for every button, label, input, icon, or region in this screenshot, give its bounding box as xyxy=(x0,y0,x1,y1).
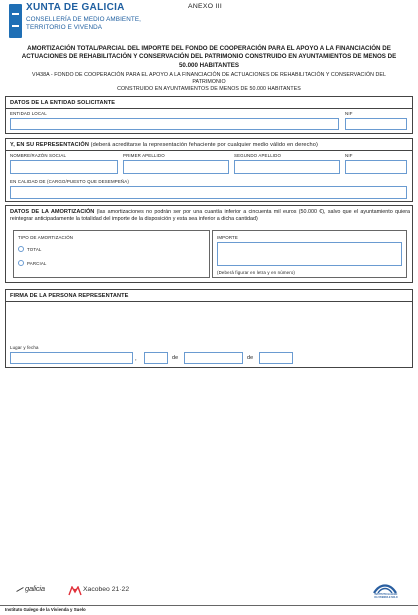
divider xyxy=(6,108,412,109)
procedure-title xyxy=(18,72,400,93)
galicia-logo-text: galicia xyxy=(25,584,45,593)
place-date-label: Lugar y fecha xyxy=(10,345,39,350)
title-line-3: 50.000 HABITANTES xyxy=(178,61,240,69)
place-field[interactable] xyxy=(10,352,133,364)
amount-note: (Deberá figurar en letra y en número) xyxy=(217,270,296,275)
xunta-shield-logo xyxy=(9,4,22,38)
amortization-section xyxy=(5,205,413,283)
amortization-type-box xyxy=(13,230,210,278)
department-line-1: CONSELLERÍA DE MEDIO AMBIENTE, xyxy=(26,16,141,23)
entity-nif-label: NIF xyxy=(345,111,353,116)
title-line-1: AMORTIZACIÓN TOTAL/PARCIAL DEL IMPORTE DEL FONDO DE COOPERACIÓN PARA EL APOYO A LA FINANCIACIÓN DE xyxy=(27,45,391,52)
representative-nif-field[interactable] xyxy=(345,160,407,174)
de-separator-1: de xyxy=(172,355,179,361)
signature-section xyxy=(5,289,413,368)
representative-heading-note: (deberá acreditarse la representación fehaciente por cualquier medio válido en derecho) xyxy=(90,142,318,148)
name-label: NOMBRE/RAZÓN SOCIAL xyxy=(10,153,67,158)
capacity-field[interactable] xyxy=(10,186,407,199)
document-title xyxy=(18,45,400,70)
entity-heading: DATOS DE LA ENTIDAD SOLICITANTE xyxy=(10,100,116,106)
amount-box xyxy=(212,230,407,278)
footer-divider xyxy=(0,605,418,606)
annex-label: ANEXO III xyxy=(188,3,223,10)
signature-heading: FIRMA DE LA PERSONA REPRESENTANTE xyxy=(10,293,129,299)
local-entity-label: ENTIDAD LOCAL xyxy=(10,111,47,116)
comma-separator: , xyxy=(135,356,137,362)
department-name xyxy=(26,16,141,32)
organization-name: Instituto Galego de la Vivienda y Suelo xyxy=(5,607,86,612)
amortization-type-label: TIPO DE AMORTIZACIÓN xyxy=(18,235,74,240)
total-radio[interactable] xyxy=(18,246,24,252)
entity-section xyxy=(5,96,413,134)
amount-field[interactable] xyxy=(217,242,402,266)
representative-nif-label: NIF xyxy=(345,153,353,158)
ivs-line-1: INSTITUTO GALEGO xyxy=(374,594,398,596)
partial-label: PARCIAL xyxy=(27,261,47,266)
ivs-line-2: DA VIVENDA E SOLO xyxy=(374,596,398,599)
amortization-heading-title: DATOS DE LA AMORTIZACIÓN xyxy=(10,209,95,215)
representative-section xyxy=(5,138,413,202)
second-surname-label: SEGUNDO APELLIDO xyxy=(234,153,282,158)
second-surname-field[interactable] xyxy=(234,160,340,174)
divider xyxy=(6,150,412,151)
amount-label: IMPORTE xyxy=(217,235,238,240)
title-line-2: ACTUACIONES DE REHABILITACIÓN Y CONSERVACIÓN DEL PATRIMONIO CONSTRUIDO EN AYUNTAMIENTOS DE MENOS DE xyxy=(21,53,397,61)
divider xyxy=(6,301,412,302)
total-label: TOTAL xyxy=(27,247,42,252)
month-field[interactable] xyxy=(184,352,243,364)
local-entity-field[interactable] xyxy=(10,118,339,130)
brand-name: XUNTA DE GALICIA xyxy=(26,2,125,13)
galicia-logo xyxy=(16,584,45,593)
xacobeo-logo: Xacobeo 21·22 xyxy=(83,586,130,593)
amortization-heading-note: (las amortizaciones no podrán ser por una cuantía inferior a cincuenta mil euros (50.000 €), salvo que el ayuntamiento quiera reintegrar anticipadamente la totalidad del importe de la disposición y esta sea inferior a dicha cantidad) xyxy=(10,209,411,223)
de-separator-2: de xyxy=(247,355,254,361)
department-line-2: TERRITORIO E VIVENDA xyxy=(26,24,103,32)
xacobeo-shell-icon xyxy=(68,586,82,596)
entity-nif-field[interactable] xyxy=(345,118,407,130)
year-field[interactable] xyxy=(259,352,293,364)
representative-heading-title: Y, EN SU REPRESENTACIÓN xyxy=(10,142,89,148)
ivs-logo-text xyxy=(370,594,402,599)
capacity-label: EN CALIDAD DE (CARGO/PUESTO QUE DESEMPEÑA) xyxy=(10,179,129,184)
name-field[interactable] xyxy=(10,160,118,174)
first-surname-field[interactable] xyxy=(123,160,229,174)
partial-radio[interactable] xyxy=(18,260,24,266)
procedure-line-1: VI438A - FONDO DE COOPERACIÓN PARA EL APOYO A LA FINANCIACIÓN DE ACTUACIONES DE REHABILITACIÓN Y CONSERVACIÓN DEL PATRIMONIO xyxy=(32,72,386,85)
first-surname-label: PRIMER APELLIDO xyxy=(123,153,165,158)
amortization-heading xyxy=(10,209,410,224)
representative-heading xyxy=(10,142,318,148)
procedure-line-2: CONSTRUIDO EN AYUNTAMIENTOS DE MENOS DE 50.000 HABITANTES xyxy=(117,86,301,92)
day-field[interactable] xyxy=(144,352,168,364)
